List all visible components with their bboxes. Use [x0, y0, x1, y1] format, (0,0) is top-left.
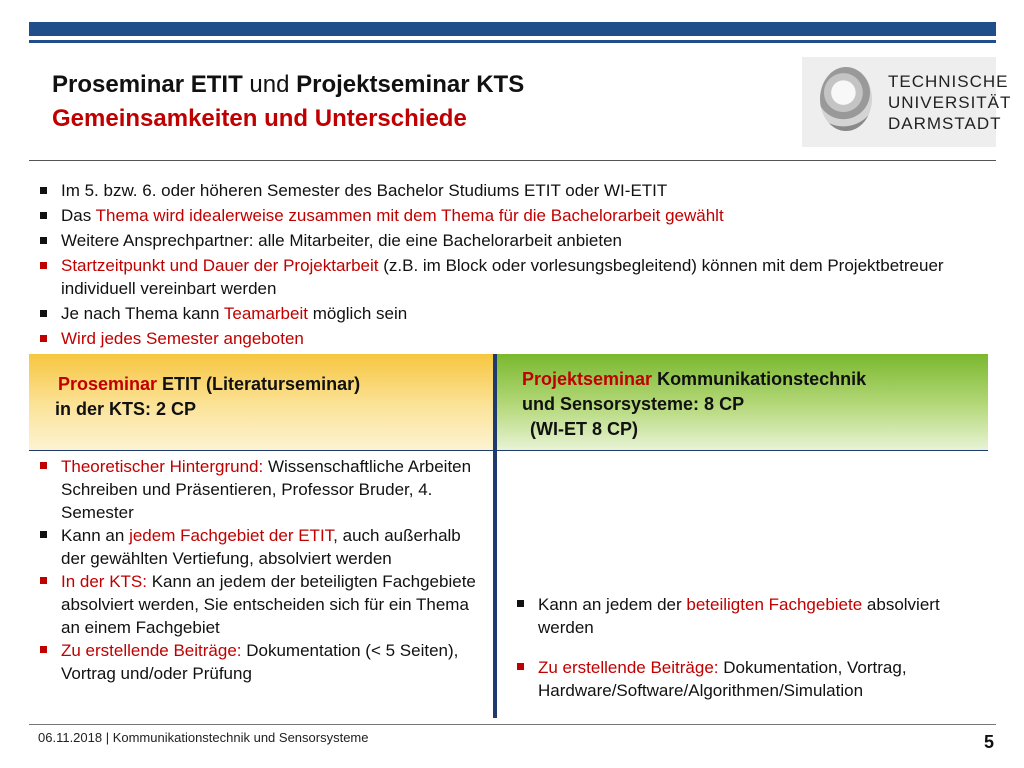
proseminar-title: Proseminar ETIT (Literaturseminar) — [58, 374, 361, 394]
list-item: Kann an jedem der beteiligten Fachgebiete absolviert werden — [515, 593, 985, 639]
column-divider — [493, 354, 497, 718]
title-divider — [29, 160, 996, 161]
bullet-icon — [40, 462, 47, 469]
list-item: Zu erstellende Beiträge: Dokumentation, Vortrag, Hardware/Software/Algorithmen/Simulation — [515, 656, 985, 702]
bullet-icon — [40, 237, 47, 244]
projektseminar-list — [515, 593, 985, 719]
list-item: Theoretischer Hintergrund: Wissenschaftliche Arbeiten Schreiben und Präsentieren, Professor Bruder, 4. Semester — [38, 455, 488, 524]
common-features-list — [38, 179, 998, 352]
projektseminar-wiet-credits: (WI-ET 8 CP) — [530, 419, 638, 439]
header-bar-thin — [29, 40, 996, 43]
projektseminar-title: Projektseminar Kommunikationstechnik — [522, 369, 867, 389]
slide-subtitle: Gemeinsamkeiten und Unterschiede — [52, 105, 467, 132]
header-bar — [29, 22, 996, 36]
list-item: Weitere Ansprechpartner: alle Mitarbeiter, die eine Bachelorarbeit anbieten — [38, 229, 998, 252]
bullet-icon — [40, 310, 47, 317]
list-item: Startzeitpunkt und Dauer der Projektarbeit (z.B. im Block oder vorlesungsbegleitend) können mit dem Projektbetreuer individuell vereinbart werden — [38, 254, 998, 300]
footer-text: 06.11.2018 | Kommunikationstechnik und Sensorsysteme — [38, 730, 369, 745]
header-divider — [29, 450, 988, 451]
logo-text: TECHNISCHE UNIVERSITÄT DARMSTADT — [888, 72, 1012, 133]
list-item: In der KTS: Kann an jedem der beteiligten Fachgebiete absolviert werden, Sie entscheiden sich für ein Thema an einem Fachgebiet — [38, 570, 488, 639]
university-logo — [802, 57, 1012, 147]
proseminar-list — [38, 455, 488, 685]
list-item: Wird jedes Semester angeboten — [38, 327, 998, 350]
bullet-icon — [40, 646, 47, 653]
bullet-icon — [40, 335, 47, 342]
slide-title: Proseminar ETIT und Projektseminar KTS — [52, 71, 525, 98]
list-item: Je nach Thema kann Teamarbeit möglich sein — [38, 302, 998, 325]
list-item: Kann an jedem Fachgebiet der ETIT, auch außerhalb der gewählten Vertiefung, absolviert werden — [38, 524, 488, 570]
bullet-icon — [40, 187, 47, 194]
projektseminar-credits: und Sensorsysteme: 8 CP — [522, 394, 745, 414]
bullet-icon — [40, 531, 47, 538]
list-item: Das Thema wird idealerweise zusammen mit dem Thema für die Bachelorarbeit gewählt — [38, 204, 998, 227]
bullet-icon — [517, 663, 524, 670]
list-item: Zu erstellende Beiträge: Dokumentation (< 5 Seiten), Vortrag und/oder Prüfung — [38, 639, 488, 685]
athena-seal-icon — [820, 67, 872, 131]
footer-divider — [29, 724, 996, 725]
bullet-icon — [40, 212, 47, 219]
bullet-icon — [517, 600, 524, 607]
list-item: Im 5. bzw. 6. oder höheren Semester des Bachelor Studiums ETIT oder WI-ETIT — [38, 179, 998, 202]
bullet-icon — [40, 577, 47, 584]
proseminar-credits: in der KTS: 2 CP — [55, 399, 197, 419]
bullet-icon — [40, 262, 47, 269]
page-number: 5 — [983, 732, 994, 752]
